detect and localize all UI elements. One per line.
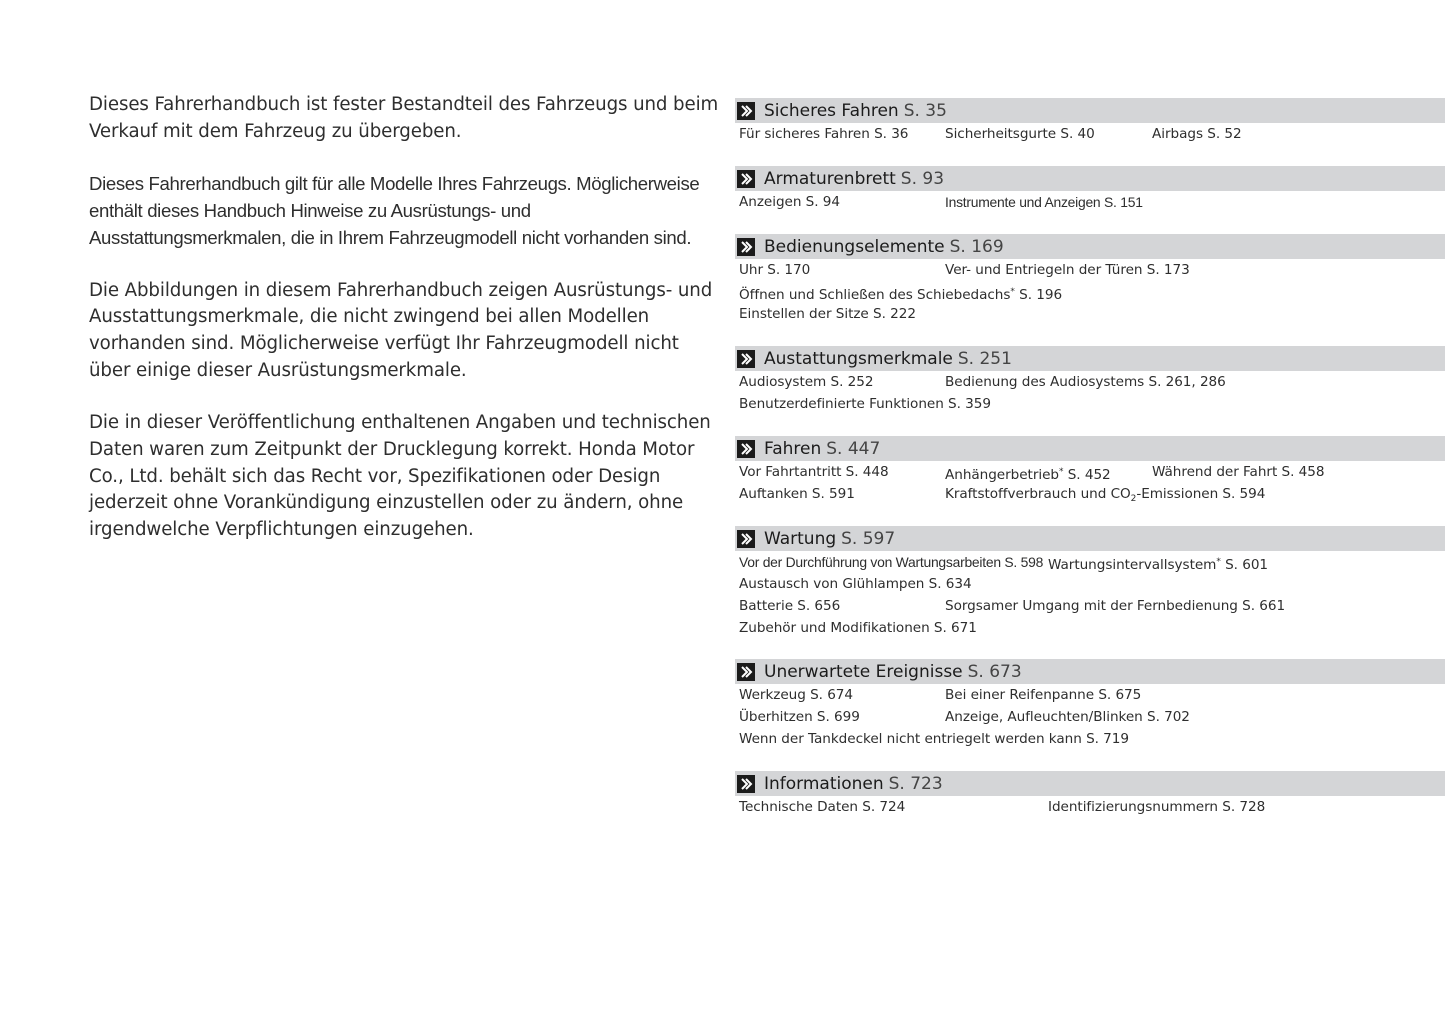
toc-row <box>735 371 1445 393</box>
section-header[interactable] <box>735 346 1445 371</box>
toc-link[interactable]: Sicherheitsgurte S. 40 <box>945 126 1095 142</box>
toc-row <box>735 303 1445 325</box>
toc-section-austattungsmerkmale <box>735 346 1445 415</box>
toc-link[interactable]: Werkzeug S. 674 <box>739 687 854 703</box>
toc-row <box>735 684 1445 706</box>
optional-marker: * <box>1010 287 1015 297</box>
arrow-right-icon <box>737 170 755 188</box>
section-title: Austattungsmerkmale <box>764 348 953 369</box>
toc-link[interactable]: Bedienung des Audiosystems S. 261, 286 <box>945 374 1226 390</box>
toc-link-page: -Emissionen S. 594 <box>1136 486 1266 502</box>
arrow-right-icon <box>737 440 755 458</box>
toc-row <box>735 393 1445 415</box>
section-header[interactable] <box>735 98 1445 123</box>
toc-section-informationen <box>735 771 1445 818</box>
arrow-right-icon <box>737 238 755 256</box>
toc-link[interactable]: Uhr S. 170 <box>739 262 811 278</box>
toc-link[interactable]: Anzeigen S. 94 <box>739 194 840 210</box>
section-page: S. 251 <box>957 348 1012 369</box>
toc-row <box>735 706 1445 728</box>
toc-row <box>735 123 1445 145</box>
optional-marker: * <box>1059 467 1064 477</box>
section-page: S. 597 <box>841 528 896 549</box>
toc-row <box>735 259 1445 281</box>
toc-link[interactable]: Instrumente und Anzeigen S. 151 <box>945 194 1143 210</box>
intro-paragraph: Dieses Fahrerhandbuch ist fester Bestandteil des Fahrzeugs und beim Verkauf mit dem Fahrzeug zu übergeben. <box>89 94 719 142</box>
toc-section-armaturenbrett <box>735 166 1445 213</box>
toc-link[interactable]: Batterie S. 656 <box>739 598 841 614</box>
toc-link[interactable]: Sorgsamer Umgang mit der Fernbedienung S. 661 <box>945 598 1286 614</box>
section-title: Armaturenbrett <box>764 168 896 189</box>
toc-section-wartung <box>735 526 1445 639</box>
toc-row <box>735 191 1445 213</box>
toc-link[interactable]: Überhitzen S. 699 <box>739 709 860 725</box>
toc-row <box>735 617 1445 639</box>
section-header[interactable] <box>735 166 1445 191</box>
toc-link-page: S. 196 <box>1014 287 1063 303</box>
arrow-right-icon <box>737 530 755 548</box>
section-title: Bedienungselemente <box>764 236 945 257</box>
intro-paragraph: Dieses Fahrerhandbuch gilt für alle Modelle Ihres Fahrzeugs. Möglicherweise enthält dieses Handbuch Hinweise zu Ausrüstungs- und Ausstattungsmerkmalen, die in Ihrem Fahrzeugmodell nicht vorhanden sind. <box>89 173 700 248</box>
toc-link[interactable]: Vor Fahrtantritt S. 448 <box>739 464 889 480</box>
toc-link[interactable]: Identifizierungsnummern S. 728 <box>1048 799 1266 815</box>
arrow-right-icon <box>737 350 755 368</box>
toc-link[interactable]: Benutzerdefinierte Funktionen S. 359 <box>739 396 991 412</box>
toc-link-text: Kraftstoffverbrauch und CO <box>945 486 1131 502</box>
section-header[interactable] <box>735 526 1445 551</box>
toc-section-unerwartete-ereignisse <box>735 659 1445 750</box>
arrow-right-icon <box>737 663 755 681</box>
toc-link[interactable]: Austausch von Glühlampen S. 634 <box>739 576 972 592</box>
toc-section-bedienungselemente <box>735 234 1445 325</box>
toc-row <box>735 728 1445 750</box>
intro-text <box>89 92 719 570</box>
section-title: Fahren <box>764 438 822 459</box>
toc-section-sicheres-fahren <box>735 98 1445 145</box>
section-page: S. 447 <box>826 438 881 459</box>
toc-link[interactable]: Für sicheres Fahren S. 36 <box>739 126 909 142</box>
section-title: Wartung <box>764 528 837 549</box>
section-page: S. 93 <box>900 168 945 189</box>
section-title: Unerwartete Ereignisse <box>764 661 963 682</box>
toc-link[interactable]: Wenn der Tankdeckel nicht entriegelt werden kann S. 719 <box>739 731 1129 747</box>
section-title: Informationen <box>764 773 884 794</box>
toc-link[interactable]: Zubehör und Modifikationen S. 671 <box>739 620 977 636</box>
section-title: Sicheres Fahren <box>764 100 899 121</box>
toc-row <box>735 573 1445 595</box>
toc-row <box>735 483 1445 505</box>
table-of-contents <box>735 0 1445 1019</box>
toc-link[interactable]: Auftanken S. 591 <box>739 486 855 502</box>
section-header[interactable] <box>735 659 1445 684</box>
toc-link-page: S. 452 <box>1063 467 1111 483</box>
arrow-right-icon <box>737 775 755 793</box>
toc-link[interactable]: Technische Daten S. 724 <box>739 799 906 815</box>
arrow-right-icon <box>737 102 755 120</box>
toc-row <box>735 281 1445 303</box>
toc-link-text: Öffnen und Schließen des Schiebedachs <box>739 287 1011 303</box>
toc-link[interactable]: Bei einer Reifenpanne S. 675 <box>945 687 1142 703</box>
toc-link-text: Wartungsintervallsystem <box>1048 557 1217 573</box>
toc-link-page: S. 601 <box>1220 557 1269 573</box>
toc-link[interactable]: Vor der Durchführung von Wartungsarbeiten S. 598 <box>739 554 1044 570</box>
section-header[interactable] <box>735 234 1445 259</box>
section-page: S. 723 <box>888 773 943 794</box>
toc-link[interactable]: Audiosystem S. 252 <box>739 374 874 390</box>
optional-marker: * <box>1216 557 1221 567</box>
section-header[interactable] <box>735 436 1445 461</box>
toc-link[interactable]: Während der Fahrt S. 458 <box>1152 464 1325 480</box>
section-page: S. 35 <box>903 100 947 121</box>
intro-paragraph: Die in dieser Veröffentlichung enthaltenen Angaben und technischen Daten waren zum Zeitpunkt der Drucklegung korrekt. Honda Motor Co., Ltd. behält sich das Recht vor, Spezifikationen oder Design jederzeit ohne Vorankündigung einzustellen oder zu ändern, ohne irgendwelche Verpflichtungen einzugehen. <box>89 412 711 541</box>
subscript: 2 <box>1130 494 1137 504</box>
section-page: S. 169 <box>949 236 1004 257</box>
section-page: S. 673 <box>967 661 1022 682</box>
toc-row <box>735 551 1445 573</box>
toc-link[interactable]: Anzeige, Aufleuchten/Blinken S. 702 <box>945 709 1190 725</box>
toc-section-fahren <box>735 436 1445 505</box>
toc-link[interactable]: Einstellen der Sitze S. 222 <box>739 306 916 322</box>
section-header[interactable] <box>735 771 1445 796</box>
toc-link[interactable] <box>945 483 1265 510</box>
toc-link[interactable]: Airbags S. 52 <box>1152 126 1242 142</box>
toc-link-text: Anhängerbetrieb <box>945 467 1059 483</box>
toc-row <box>735 461 1445 483</box>
intro-paragraph: Die Abbildungen in diesem Fahrerhandbuch zeigen Ausrüstungs- und Ausstattungsmerkmale, die nicht zwingend bei allen Modellen vorhanden sind. Möglicherweise verfügt Ihr Fahrzeugmodell nicht über einige dieser Ausrüstungsmerkmale. <box>89 279 713 381</box>
toc-link[interactable]: Ver- und Entriegeln der Türen S. 173 <box>945 262 1190 278</box>
toc-row <box>735 796 1445 818</box>
toc-row <box>735 595 1445 617</box>
